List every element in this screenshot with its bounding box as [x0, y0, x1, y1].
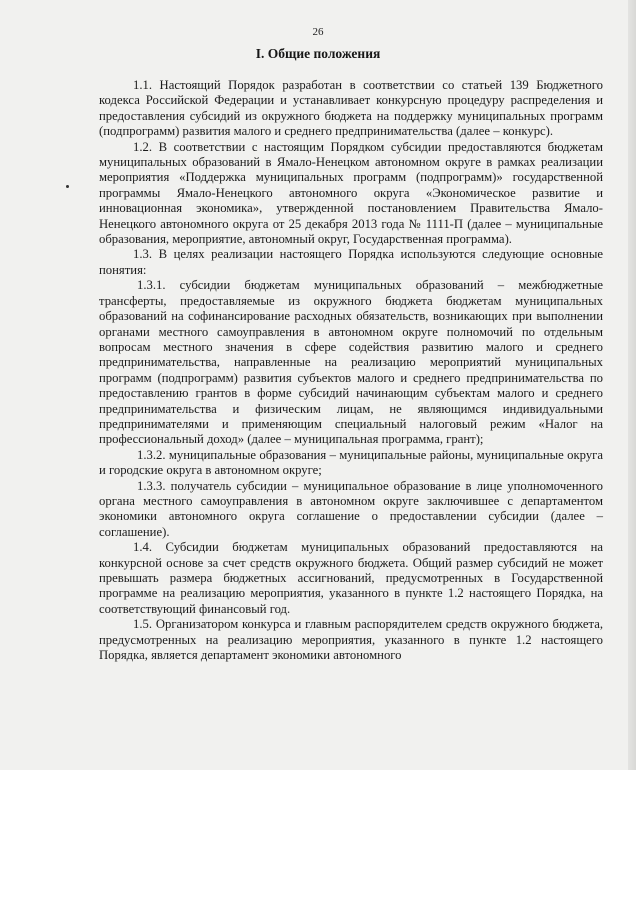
- paragraph-1-4: 1.4. Субсидии бюджетам муниципальных образований предоставляются на конкурсной основе за счет средств окружного бюджета. Общий размер субсидий не может превышать размера бюджетных ассигнований, предусмотренных в Государственной программе на реализацию мероприятия, указанного в пункте 1.2 настоящего Порядка, на соответствующий финансовый год.: [99, 540, 603, 616]
- paragraph-1-3-2: 1.3.2. муниципальные образования – муниципальные районы, муниципальные округа и городские округа в автономном округе;: [99, 447, 603, 478]
- paragraph-1-3-3: 1.3.3. получатель субсидии – муниципальное образование в лице уполномоченного органа местного самоуправления в автономном округе заключившее с департаментом экономики автономного округа соглашение о предоставлении субсидии (далее – соглашение).: [99, 478, 603, 539]
- section-title: I. Общие положения: [255, 46, 381, 61]
- document-body: [99, 78, 603, 663]
- paragraph-1-3-1: 1.3.1. субсидии бюджетам муниципальных образований – межбюджетные трансферты, предоставляемые из окружного бюджета бюджетам муниципальных образований на софинансирование расходных обязательств, возникающих при выполнении органами местного самоуправления в автономном округе полномочий по отдельным вопросам местного значения в сфере содействия развитию малого и среднего предпринимательства, направленные на реализацию мероприятий муниципальных программ (подпрограмм) развития субъектов малого и среднего предпринимательства по предоставлению грантов в форме субсидий начинающим субъектам малого и среднего предпринимательства и физическим лицам, не являющимся индивидуальными предпринимателями и применяющим специальный налоговый режим «Налог на профессиональный доход» (далее – муниципальная программа, грант);: [99, 278, 603, 447]
- paragraph-1-1: 1.1. Настоящий Порядок разработан в соответствии со статьей 139 Бюджетного кодекса Российской Федерации и устанавливает конкурсную процедуру распределения и предоставления субсидий из окружного бюджета на поддержку муниципальных программ (подпрограмм) развития малого и среднего предпринимательства (далее – конкурс).: [99, 78, 603, 139]
- paragraph-1-3: 1.3. В целях реализации настоящего Порядка используются следующие основные понятия:: [99, 247, 603, 277]
- margin-speck: [66, 185, 69, 188]
- page-number: 26: [312, 26, 324, 38]
- paragraph-1-5: 1.5. Организатором конкурса и главным распорядителем средств окружного бюджета, предусмотренных на реализацию мероприятия, указанного в пункте 1.2 настоящего Порядка, является департамент экономики автономного: [99, 617, 603, 663]
- paragraph-1-2: 1.2. В соответствии с настоящим Порядком субсидии предоставляются бюджетам муниципальных образований в Ямало-Ненецком автономном округе в рамках реализации мероприятия «Поддержка муниципальных программ (подпрограмм)» государственной программы Ямало-Ненецкого автономного округа «Экономическое развитие и инновационная экономика», утвержденной постановлением Правительства Ямало-Ненецкого автономного округа от 25 декабря 2013 года № 1111-П (далее – муниципальные образования, мероприятие, автономный округ, Государственная программа).: [99, 139, 603, 247]
- scan-edge-shadow: [628, 0, 636, 770]
